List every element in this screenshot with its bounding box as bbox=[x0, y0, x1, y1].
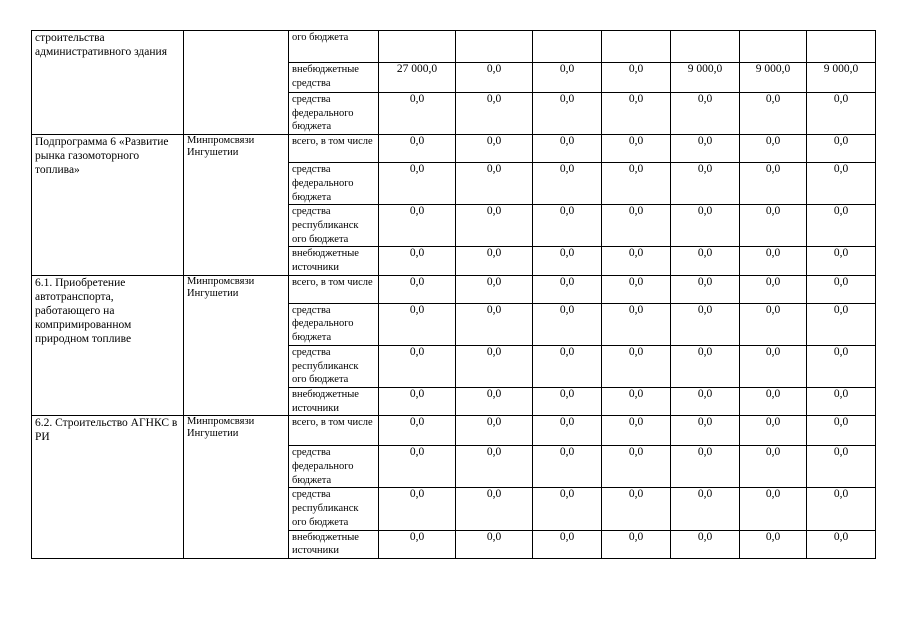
amount-cell bbox=[740, 31, 807, 63]
amount-cell: 0,0 bbox=[740, 416, 807, 446]
amount-cell: 0,0 bbox=[807, 345, 876, 387]
amount-cell: 0,0 bbox=[740, 446, 807, 488]
amount-cell: 0,0 bbox=[807, 530, 876, 558]
amount-cell: 0,0 bbox=[456, 446, 533, 488]
amount-cell: 0,0 bbox=[379, 303, 456, 345]
amount-cell: 0,0 bbox=[807, 205, 876, 247]
amount-cell: 0,0 bbox=[379, 135, 456, 163]
amount-cell: 0,0 bbox=[807, 303, 876, 345]
amount-cell bbox=[671, 31, 740, 63]
amount-cell: 0,0 bbox=[533, 488, 602, 530]
amount-cell: 0,0 bbox=[379, 530, 456, 558]
amount-cell: 0,0 bbox=[671, 446, 740, 488]
program-name-cell: 6.1. Приобретение автотранспорта, работающего на компримированном природном топливе bbox=[32, 275, 184, 416]
amount-cell: 0,0 bbox=[740, 387, 807, 415]
amount-cell: 0,0 bbox=[602, 303, 671, 345]
amount-cell: 0,0 bbox=[740, 530, 807, 558]
amount-cell: 0,0 bbox=[671, 247, 740, 275]
funding-source-cell: средства федерального бюджета bbox=[289, 163, 379, 205]
amount-cell: 0,0 bbox=[671, 205, 740, 247]
amount-cell: 0,0 bbox=[671, 93, 740, 135]
amount-cell: 0,0 bbox=[602, 345, 671, 387]
funding-source-cell: внебюджетные источники bbox=[289, 247, 379, 275]
amount-cell: 0,0 bbox=[807, 446, 876, 488]
amount-cell: 0,0 bbox=[671, 303, 740, 345]
amount-cell: 0,0 bbox=[533, 63, 602, 93]
amount-cell: 0,0 bbox=[456, 247, 533, 275]
amount-cell: 0,0 bbox=[379, 93, 456, 135]
amount-cell: 0,0 bbox=[740, 345, 807, 387]
amount-cell: 9 000,0 bbox=[807, 63, 876, 93]
amount-cell: 0,0 bbox=[602, 387, 671, 415]
amount-cell: 0,0 bbox=[807, 488, 876, 530]
amount-cell: 0,0 bbox=[671, 135, 740, 163]
amount-cell: 0,0 bbox=[533, 416, 602, 446]
table-body bbox=[32, 31, 876, 559]
amount-cell bbox=[602, 31, 671, 63]
amount-cell bbox=[456, 31, 533, 63]
funding-source-cell: средства республиканск ого бюджета bbox=[289, 205, 379, 247]
funding-source-cell: средства федерального бюджета bbox=[289, 93, 379, 135]
amount-cell: 0,0 bbox=[456, 275, 533, 303]
amount-cell bbox=[379, 31, 456, 63]
amount-cell: 0,0 bbox=[807, 416, 876, 446]
executor-cell: Минпромсвязи Ингушетии bbox=[184, 416, 289, 559]
amount-cell: 0,0 bbox=[602, 530, 671, 558]
amount-cell: 9 000,0 bbox=[740, 63, 807, 93]
amount-cell: 0,0 bbox=[602, 135, 671, 163]
amount-cell: 0,0 bbox=[456, 488, 533, 530]
amount-cell: 0,0 bbox=[456, 93, 533, 135]
table-row bbox=[32, 416, 876, 446]
amount-cell: 0,0 bbox=[456, 163, 533, 205]
funding-source-cell: внебюджетные источники bbox=[289, 387, 379, 415]
amount-cell: 0,0 bbox=[456, 387, 533, 415]
amount-cell: 0,0 bbox=[807, 135, 876, 163]
funding-source-cell: средства федерального бюджета bbox=[289, 446, 379, 488]
funding-source-cell: средства республиканск ого бюджета bbox=[289, 488, 379, 530]
amount-cell: 0,0 bbox=[379, 488, 456, 530]
amount-cell: 0,0 bbox=[456, 63, 533, 93]
executor-cell: Минпромсвязи Ингушетии bbox=[184, 275, 289, 416]
funding-source-cell: средства федерального бюджета bbox=[289, 303, 379, 345]
amount-cell: 0,0 bbox=[456, 135, 533, 163]
amount-cell: 0,0 bbox=[456, 345, 533, 387]
budget-table bbox=[31, 30, 876, 559]
amount-cell: 0,0 bbox=[533, 247, 602, 275]
amount-cell: 0,0 bbox=[533, 530, 602, 558]
amount-cell: 0,0 bbox=[533, 345, 602, 387]
funding-source-cell: всего, в том числе bbox=[289, 275, 379, 303]
amount-cell: 0,0 bbox=[740, 247, 807, 275]
amount-cell: 0,0 bbox=[671, 163, 740, 205]
amount-cell: 0,0 bbox=[807, 247, 876, 275]
amount-cell: 0,0 bbox=[379, 205, 456, 247]
funding-source-cell: всего, в том числе bbox=[289, 135, 379, 163]
funding-source-cell: внебюджетные источники bbox=[289, 530, 379, 558]
amount-cell: 0,0 bbox=[379, 345, 456, 387]
amount-cell: 0,0 bbox=[671, 345, 740, 387]
amount-cell: 0,0 bbox=[602, 93, 671, 135]
amount-cell: 0,0 bbox=[602, 416, 671, 446]
amount-cell: 0,0 bbox=[379, 275, 456, 303]
amount-cell: 0,0 bbox=[456, 416, 533, 446]
executor-cell: Минпромсвязи Ингушетии bbox=[184, 135, 289, 276]
amount-cell: 0,0 bbox=[456, 530, 533, 558]
funding-source-cell: внебюджетные средства bbox=[289, 63, 379, 93]
amount-cell: 0,0 bbox=[671, 488, 740, 530]
amount-cell: 0,0 bbox=[533, 446, 602, 488]
amount-cell: 0,0 bbox=[807, 275, 876, 303]
amount-cell: 0,0 bbox=[740, 275, 807, 303]
amount-cell: 0,0 bbox=[533, 387, 602, 415]
amount-cell: 0,0 bbox=[379, 446, 456, 488]
amount-cell: 0,0 bbox=[602, 488, 671, 530]
amount-cell: 0,0 bbox=[533, 93, 602, 135]
amount-cell: 0,0 bbox=[533, 205, 602, 247]
funding-source-cell: средства республиканск ого бюджета bbox=[289, 345, 379, 387]
funding-source-cell: всего, в том числе bbox=[289, 416, 379, 446]
amount-cell: 0,0 bbox=[740, 163, 807, 205]
amount-cell: 0,0 bbox=[602, 446, 671, 488]
amount-cell: 0,0 bbox=[379, 416, 456, 446]
amount-cell: 0,0 bbox=[533, 163, 602, 205]
table-row bbox=[32, 31, 876, 63]
program-name-cell: Подпрограмма 6 «Развитие рынка газомоторного топлива» bbox=[32, 135, 184, 276]
amount-cell: 0,0 bbox=[602, 275, 671, 303]
amount-cell: 0,0 bbox=[740, 135, 807, 163]
amount-cell: 0,0 bbox=[807, 387, 876, 415]
funding-source-cell: ого бюджета bbox=[289, 31, 379, 63]
amount-cell bbox=[807, 31, 876, 63]
table-row bbox=[32, 275, 876, 303]
amount-cell: 0,0 bbox=[602, 205, 671, 247]
amount-cell: 0,0 bbox=[807, 163, 876, 205]
amount-cell: 0,0 bbox=[671, 416, 740, 446]
amount-cell: 0,0 bbox=[456, 205, 533, 247]
program-name-cell: строительства административного здания bbox=[32, 31, 184, 135]
amount-cell: 0,0 bbox=[602, 63, 671, 93]
amount-cell: 0,0 bbox=[671, 387, 740, 415]
amount-cell: 27 000,0 bbox=[379, 63, 456, 93]
amount-cell bbox=[533, 31, 602, 63]
amount-cell: 0,0 bbox=[671, 275, 740, 303]
amount-cell: 0,0 bbox=[807, 93, 876, 135]
amount-cell: 0,0 bbox=[379, 163, 456, 205]
amount-cell: 0,0 bbox=[740, 303, 807, 345]
table-row bbox=[32, 135, 876, 163]
amount-cell: 0,0 bbox=[740, 93, 807, 135]
amount-cell: 9 000,0 bbox=[671, 63, 740, 93]
amount-cell: 0,0 bbox=[456, 303, 533, 345]
amount-cell: 0,0 bbox=[533, 135, 602, 163]
amount-cell: 0,0 bbox=[740, 488, 807, 530]
amount-cell: 0,0 bbox=[379, 247, 456, 275]
amount-cell: 0,0 bbox=[602, 163, 671, 205]
amount-cell: 0,0 bbox=[671, 530, 740, 558]
amount-cell: 0,0 bbox=[533, 275, 602, 303]
executor-cell bbox=[184, 31, 289, 135]
amount-cell: 0,0 bbox=[533, 303, 602, 345]
amount-cell: 0,0 bbox=[379, 387, 456, 415]
program-name-cell: 6.2. Строительство АГНКС в РИ bbox=[32, 416, 184, 559]
amount-cell: 0,0 bbox=[602, 247, 671, 275]
amount-cell: 0,0 bbox=[740, 205, 807, 247]
